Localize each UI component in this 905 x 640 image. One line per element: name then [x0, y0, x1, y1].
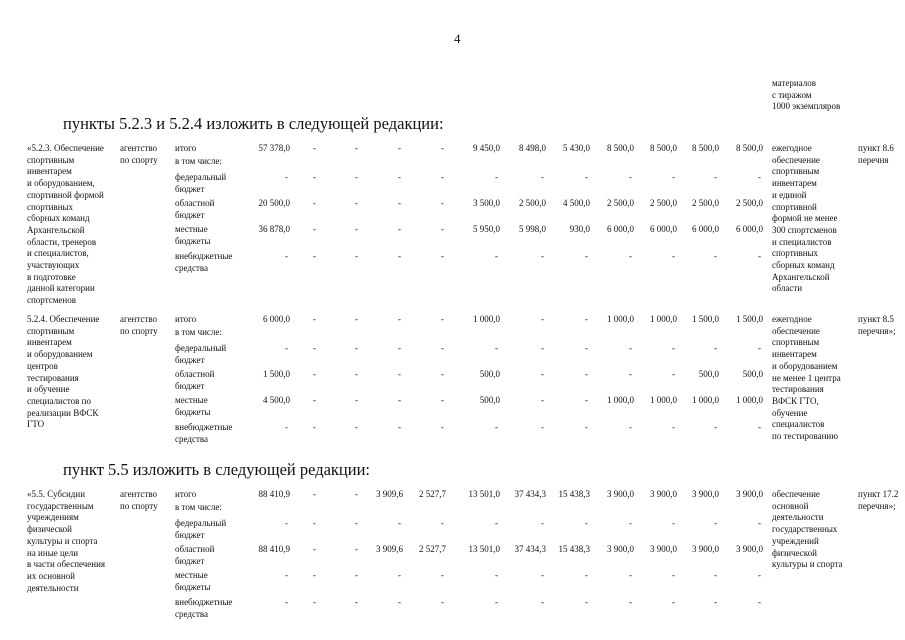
- item-1-value-cell: -: [313, 172, 316, 182]
- item-1-value-cell: -: [355, 224, 358, 234]
- item-1-name-line: спортивных: [27, 201, 74, 212]
- item-1-value-cell: 5 950,0: [473, 224, 500, 234]
- item-3-value-cell: 15 438,3: [558, 544, 590, 554]
- item-1-value-cell: -: [285, 172, 288, 182]
- item-3-value-cell: -: [441, 518, 444, 528]
- item-2-value-cell: -: [758, 343, 761, 353]
- item-1-value-cell: 8 500,0: [692, 143, 719, 153]
- item-1-value-cell: 2 500,0: [607, 198, 634, 208]
- item-1-value-cell: 2 500,0: [650, 198, 677, 208]
- item-1-value-cell: -: [398, 143, 401, 153]
- item-1-value-cell: 2 500,0: [519, 198, 546, 208]
- item-3-value-cell: -: [355, 489, 358, 499]
- source-fed-label: бюджет: [175, 529, 205, 540]
- item-3-value-cell: 15 438,3: [558, 489, 590, 499]
- item-1-value-cell: -: [441, 143, 444, 153]
- item-1-name-line: инвентарем: [27, 166, 72, 177]
- item-1-value-cell: -: [585, 172, 588, 182]
- item-2-result-line: не менее 1 центра: [772, 372, 841, 383]
- item-3-value-cell: -: [672, 570, 675, 580]
- item-3-value-cell: -: [313, 570, 316, 580]
- source-fed-label: бюджет: [175, 354, 205, 365]
- item-2-result-line: спортивным: [772, 337, 820, 348]
- item-3-value-cell: 88 410,9: [258, 489, 290, 499]
- item-1-value-cell: -: [441, 224, 444, 234]
- source-total-label: итого: [175, 489, 197, 499]
- item-1-name-line: «5.2.3. Обеспечение: [27, 143, 104, 153]
- source-vneb-label: средства: [175, 262, 209, 273]
- source-including-label: в том числе:: [175, 327, 222, 337]
- item-1-result-line: ежегодное: [772, 143, 812, 153]
- source-fed-label: федеральный: [175, 518, 227, 528]
- item-3-name-line: их основной: [27, 570, 75, 581]
- item-3-value-cell: 88 410,9: [258, 544, 290, 554]
- item-3-value-cell: 37 434,3: [514, 489, 546, 499]
- page-number: 4: [454, 31, 461, 46]
- item-3-result-line: обеспечение: [772, 489, 820, 499]
- item-1-value-cell: -: [758, 172, 761, 182]
- item-2-executor-line: по спорту: [120, 325, 158, 336]
- item-1-reference-line: перечня: [858, 154, 889, 165]
- item-2-value-cell: -: [541, 314, 544, 324]
- item-1-name-line: участвующих: [27, 260, 80, 270]
- item-1-value-cell: 3 500,0: [473, 198, 500, 208]
- source-vneb-label: средства: [175, 608, 209, 619]
- item-1-result-line: спортивным: [772, 166, 820, 177]
- item-2-value-cell: 1 500,0: [692, 314, 719, 324]
- item-2-name-line: и обучение: [27, 384, 70, 395]
- item-1-result-line: спортивной: [772, 201, 817, 212]
- item-1-value-cell: -: [285, 251, 288, 261]
- item-3-value-cell: 3 900,0: [736, 544, 763, 554]
- item-2-name-line: тестирования: [27, 372, 79, 383]
- item-2-value-cell: -: [355, 395, 358, 405]
- item-1-value-cell: 5 998,0: [519, 224, 546, 234]
- item-1-value-cell: -: [355, 172, 358, 182]
- item-2-reference-line: перечня»;: [858, 325, 896, 336]
- item-2-value-cell: -: [398, 422, 401, 432]
- item-2-value-cell: -: [398, 395, 401, 405]
- item-2-value-cell: -: [398, 369, 401, 379]
- item-3-result-line: государственных: [772, 524, 838, 535]
- item-3-value-cell: 3 900,0: [692, 544, 719, 554]
- item-1-value-cell: 4 500,0: [563, 198, 590, 208]
- item-1-name-line: в подготовке: [27, 271, 76, 282]
- source-mest-label: местные: [175, 224, 208, 234]
- source-obl-label: областной: [175, 369, 215, 379]
- item-2-value-cell: 1 000,0: [473, 314, 500, 324]
- item-1-value-cell: 8 498,0: [519, 143, 546, 153]
- item-3-value-cell: -: [585, 597, 588, 607]
- item-3-name-line: деятельности: [27, 582, 79, 593]
- item-3-value-cell: -: [758, 570, 761, 580]
- item-2-name-line: 5.2.4. Обеспечение: [27, 314, 100, 324]
- source-including-label: в том числе:: [175, 156, 222, 166]
- source-total-label: итого: [175, 314, 197, 324]
- item-1-value-cell: -: [441, 172, 444, 182]
- item-1-value-cell: -: [398, 224, 401, 234]
- item-1-result-line: области: [772, 283, 803, 294]
- item-1-value-cell: -: [629, 251, 632, 261]
- item-2-value-cell: -: [629, 422, 632, 432]
- item-2-value-cell: -: [629, 369, 632, 379]
- item-1-name-line: и специалистов,: [27, 248, 89, 259]
- item-2-value-cell: 500,0: [479, 395, 500, 405]
- item-3-executor-line: агентство: [120, 489, 158, 499]
- item-2-value-cell: -: [585, 343, 588, 353]
- top-note-line: 1000 экземпляров: [772, 101, 841, 112]
- item-3-result-line: культуры и спорта: [772, 559, 843, 570]
- item-3-value-cell: -: [714, 570, 717, 580]
- item-3-value-cell: -: [441, 597, 444, 607]
- item-1-value-cell: -: [398, 198, 401, 208]
- source-mest-label: бюджеты: [175, 235, 211, 246]
- item-2-name-line: ГТО: [27, 419, 45, 430]
- item-3-value-cell: 2 527,7: [419, 544, 446, 554]
- item-1-value-cell: -: [495, 172, 498, 182]
- item-2-value-cell: -: [398, 314, 401, 324]
- item-2-value-cell: -: [585, 369, 588, 379]
- item-1-result-line: обеспечение: [772, 154, 820, 165]
- item-3-value-cell: -: [313, 518, 316, 528]
- item-1-value-cell: 57 378,0: [258, 143, 290, 153]
- item-3-value-cell: -: [758, 518, 761, 528]
- item-2-name-line: центров: [27, 360, 58, 371]
- item-3-value-cell: -: [313, 544, 316, 554]
- item-3-value-cell: -: [672, 518, 675, 528]
- source-mest-label: бюджеты: [175, 406, 211, 417]
- item-1-name-line: спортивным: [27, 154, 75, 165]
- item-3-executor-line: по спорту: [120, 500, 158, 511]
- item-1-value-cell: -: [355, 143, 358, 153]
- item-3-result-line: деятельности: [772, 512, 824, 523]
- item-1-value-cell: -: [758, 251, 761, 261]
- item-2-name-line: специалистов по: [27, 395, 91, 406]
- item-3-result-line: учреждений: [772, 535, 819, 546]
- item-2-executor-line: агентство: [120, 314, 158, 324]
- item-2-name-line: и оборудованием: [27, 349, 93, 360]
- item-1-executor-line: агентство: [120, 143, 158, 153]
- item-3-value-cell: 3 900,0: [650, 489, 677, 499]
- item-3-value-cell: -: [541, 570, 544, 580]
- item-1-result-line: инвентарем: [772, 178, 817, 189]
- section-heading-2: пункт 5.5 изложить в следующей редакции:: [63, 460, 371, 479]
- item-3-value-cell: -: [714, 518, 717, 528]
- item-2-value-cell: -: [441, 395, 444, 405]
- item-3-value-cell: 13 501,0: [468, 544, 500, 554]
- item-1-value-cell: 36 878,0: [258, 224, 290, 234]
- source-vneb-label: средства: [175, 433, 209, 444]
- source-vneb-label: внебюджетные: [175, 597, 233, 607]
- item-2-value-cell: -: [285, 343, 288, 353]
- item-1-name-line: спортивной формой: [27, 189, 104, 200]
- item-2-result-line: тестирования: [772, 384, 824, 395]
- item-2-value-cell: -: [355, 314, 358, 324]
- item-1-value-cell: -: [398, 251, 401, 261]
- item-2-value-cell: -: [355, 343, 358, 353]
- item-1-value-cell: -: [441, 251, 444, 261]
- item-2-value-cell: -: [441, 343, 444, 353]
- item-2-result-line: обеспечение: [772, 325, 820, 336]
- item-1-value-cell: -: [714, 172, 717, 182]
- item-3-value-cell: -: [355, 597, 358, 607]
- item-2-name-line: спортивным: [27, 325, 75, 336]
- item-1-value-cell: -: [313, 143, 316, 153]
- item-2-value-cell: 500,0: [479, 369, 500, 379]
- item-2-value-cell: -: [714, 343, 717, 353]
- item-1-value-cell: -: [672, 172, 675, 182]
- item-2-value-cell: 1 000,0: [607, 395, 634, 405]
- item-1-value-cell: 2 500,0: [692, 198, 719, 208]
- source-obl-label: бюджет: [175, 209, 205, 220]
- item-1-name-line: сборных команд: [27, 213, 90, 224]
- item-2-value-cell: -: [541, 395, 544, 405]
- item-1-value-cell: 6 000,0: [736, 224, 763, 234]
- item-3-value-cell: -: [441, 570, 444, 580]
- item-1-value-cell: 6 000,0: [692, 224, 719, 234]
- item-3-value-cell: -: [285, 597, 288, 607]
- item-2-value-cell: -: [398, 343, 401, 353]
- item-3-value-cell: 3 900,0: [692, 489, 719, 499]
- item-2-value-cell: -: [672, 369, 675, 379]
- item-2-value-cell: -: [355, 369, 358, 379]
- item-2-value-cell: -: [495, 343, 498, 353]
- item-2-value-cell: 1 500,0: [263, 369, 290, 379]
- item-3-value-cell: 37 434,3: [514, 544, 546, 554]
- item-1-value-cell: -: [629, 172, 632, 182]
- item-3-value-cell: -: [758, 597, 761, 607]
- item-2-value-cell: 1 000,0: [692, 395, 719, 405]
- item-3-name-line: «5.5. Субсидии: [27, 489, 86, 499]
- item-2-value-cell: 500,0: [742, 369, 763, 379]
- item-1-value-cell: -: [495, 251, 498, 261]
- source-fed-label: бюджет: [175, 183, 205, 194]
- item-1-value-cell: 5 430,0: [563, 143, 590, 153]
- item-3-value-cell: -: [355, 544, 358, 554]
- item-2-value-cell: -: [629, 343, 632, 353]
- item-2-value-cell: -: [541, 343, 544, 353]
- item-3-value-cell: -: [398, 570, 401, 580]
- item-1-value-cell: 2 500,0: [736, 198, 763, 208]
- item-3-value-cell: -: [495, 570, 498, 580]
- source-fed-label: федеральный: [175, 172, 227, 182]
- item-1-executor-line: по спорту: [120, 154, 158, 165]
- item-2-value-cell: -: [313, 395, 316, 405]
- source-mest-label: местные: [175, 395, 208, 405]
- item-2-value-cell: -: [714, 422, 717, 432]
- item-1-value-cell: -: [355, 198, 358, 208]
- item-2-value-cell: -: [585, 314, 588, 324]
- item-3-name-line: физической: [27, 524, 72, 535]
- item-1-value-cell: -: [541, 251, 544, 261]
- item-2-value-cell: -: [585, 395, 588, 405]
- item-2-value-cell: -: [285, 422, 288, 432]
- item-3-value-cell: -: [629, 570, 632, 580]
- item-3-result-line: основной: [772, 500, 809, 511]
- item-3-value-cell: 13 501,0: [468, 489, 500, 499]
- item-1-result-line: формой не менее: [772, 213, 838, 224]
- item-3-value-cell: 2 527,7: [419, 489, 446, 499]
- item-2-reference-line: пункт 8.5: [858, 314, 894, 324]
- item-2-value-cell: -: [313, 422, 316, 432]
- item-1-result-line: и единой: [772, 189, 807, 200]
- item-2-value-cell: 6 000,0: [263, 314, 290, 324]
- item-3-value-cell: -: [285, 518, 288, 528]
- item-1-value-cell: -: [714, 251, 717, 261]
- item-2-value-cell: -: [441, 369, 444, 379]
- item-1-value-cell: 8 500,0: [650, 143, 677, 153]
- item-3-value-cell: -: [585, 570, 588, 580]
- source-fed-label: федеральный: [175, 343, 227, 353]
- source-obl-label: бюджет: [175, 555, 205, 566]
- item-2-result-line: ежегодное: [772, 314, 812, 324]
- source-including-label: в том числе:: [175, 502, 222, 512]
- item-1-name-line: и оборудованием,: [27, 178, 95, 189]
- item-2-value-cell: -: [541, 369, 544, 379]
- item-2-result-line: и оборудованием: [772, 360, 838, 371]
- item-1-name-line: Архангельской: [27, 224, 85, 235]
- source-obl-label: областной: [175, 544, 215, 554]
- item-3-value-cell: -: [355, 518, 358, 528]
- item-2-value-cell: 500,0: [698, 369, 719, 379]
- item-3-value-cell: 3 900,0: [650, 544, 677, 554]
- item-1-value-cell: -: [313, 224, 316, 234]
- item-1-result-line: 300 спортсменов: [772, 224, 837, 235]
- item-3-reference-line: пункт 17.2: [858, 489, 899, 499]
- item-1-value-cell: -: [313, 251, 316, 261]
- item-3-value-cell: -: [541, 518, 544, 528]
- item-1-value-cell: -: [541, 172, 544, 182]
- item-1-result-line: Архангельской: [772, 271, 830, 282]
- item-2-value-cell: 4 500,0: [263, 395, 290, 405]
- item-1-reference-line: пункт 8.6: [858, 143, 894, 153]
- item-2-value-cell: -: [495, 422, 498, 432]
- item-2-value-cell: 1 500,0: [736, 314, 763, 324]
- item-3-name-line: культуры и спорта: [27, 535, 98, 546]
- item-2-result-line: ВФСК ГТО,: [772, 395, 819, 406]
- item-2-value-cell: -: [355, 422, 358, 432]
- item-3-value-cell: -: [398, 597, 401, 607]
- item-1-name-line: области, тренеров: [27, 236, 97, 247]
- item-3-value-cell: -: [629, 597, 632, 607]
- item-1-value-cell: 8 500,0: [736, 143, 763, 153]
- item-2-value-cell: 1 000,0: [650, 395, 677, 405]
- item-2-result-line: обучение: [772, 407, 808, 418]
- item-2-value-cell: -: [313, 369, 316, 379]
- source-vneb-label: внебюджетные: [175, 251, 233, 261]
- source-mest-label: бюджеты: [175, 581, 211, 592]
- item-3-value-cell: -: [495, 518, 498, 528]
- item-3-name-line: в части обеспечения: [27, 559, 106, 570]
- item-2-value-cell: -: [441, 422, 444, 432]
- item-3-name-line: государственным: [27, 500, 94, 511]
- item-3-name-line: учреждениям: [27, 512, 79, 523]
- item-2-value-cell: 1 000,0: [650, 314, 677, 324]
- item-3-result-line: физической: [772, 547, 817, 558]
- item-2-value-cell: 1 000,0: [736, 395, 763, 405]
- item-3-value-cell: 3 900,0: [736, 489, 763, 499]
- item-2-value-cell: 1 000,0: [607, 314, 634, 324]
- item-1-value-cell: -: [585, 251, 588, 261]
- item-1-value-cell: 6 000,0: [650, 224, 677, 234]
- source-mest-label: местные: [175, 570, 208, 580]
- item-1-name-line: спортсменов: [27, 295, 76, 306]
- item-3-value-cell: 3 909,6: [376, 544, 403, 554]
- item-2-result-line: по тестированию: [772, 431, 838, 441]
- item-1-value-cell: 9 450,0: [473, 143, 500, 153]
- item-1-result-line: и специалистов: [772, 236, 832, 247]
- item-2-value-cell: -: [313, 343, 316, 353]
- item-3-value-cell: -: [714, 597, 717, 607]
- item-1-result-line: сборных команд: [772, 260, 835, 270]
- item-1-value-cell: 930,0: [569, 224, 590, 234]
- item-1-value-cell: -: [355, 251, 358, 261]
- item-1-value-cell: 8 500,0: [607, 143, 634, 153]
- item-2-value-cell: -: [541, 422, 544, 432]
- item-3-value-cell: -: [629, 518, 632, 528]
- item-3-value-cell: -: [585, 518, 588, 528]
- item-3-value-cell: 3 900,0: [607, 544, 634, 554]
- item-3-value-cell: -: [313, 597, 316, 607]
- item-3-reference-line: перечня»;: [858, 500, 896, 511]
- source-obl-label: бюджет: [175, 380, 205, 391]
- item-3-value-cell: -: [355, 570, 358, 580]
- item-3-name-line: на иные цели: [27, 547, 79, 558]
- top-note-line: материалов: [772, 78, 816, 88]
- item-1-value-cell: 6 000,0: [607, 224, 634, 234]
- item-1-value-cell: -: [672, 251, 675, 261]
- item-1-value-cell: -: [398, 172, 401, 182]
- item-2-value-cell: -: [313, 314, 316, 324]
- item-3-value-cell: -: [398, 518, 401, 528]
- item-3-value-cell: -: [285, 570, 288, 580]
- item-2-value-cell: -: [672, 422, 675, 432]
- item-1-value-cell: -: [441, 198, 444, 208]
- item-2-value-cell: -: [672, 343, 675, 353]
- item-2-value-cell: -: [758, 422, 761, 432]
- top-note-line: с тиражом: [772, 89, 812, 100]
- item-1-value-cell: 20 500,0: [258, 198, 290, 208]
- item-3-value-cell: -: [541, 597, 544, 607]
- source-vneb-label: внебюджетные: [175, 422, 233, 432]
- item-1-value-cell: -: [313, 198, 316, 208]
- item-3-value-cell: 3 909,6: [376, 489, 403, 499]
- section-heading-1: пункты 5.2.3 и 5.2.4 изложить в следующей редакции:: [63, 114, 444, 133]
- item-2-name-line: инвентарем: [27, 337, 72, 348]
- item-1-result-line: спортивных: [772, 248, 819, 259]
- item-3-value-cell: 3 900,0: [607, 489, 634, 499]
- item-3-value-cell: -: [495, 597, 498, 607]
- item-3-value-cell: -: [672, 597, 675, 607]
- item-3-value-cell: -: [313, 489, 316, 499]
- item-2-result-line: специалистов: [772, 419, 825, 430]
- item-2-result-line: инвентарем: [772, 349, 817, 360]
- item-1-name-line: данной категории: [27, 283, 95, 294]
- source-total-label: итого: [175, 143, 197, 153]
- source-obl-label: областной: [175, 198, 215, 208]
- item-2-name-line: реализации ВФСК: [27, 407, 99, 418]
- item-2-value-cell: -: [441, 314, 444, 324]
- item-2-value-cell: -: [585, 422, 588, 432]
